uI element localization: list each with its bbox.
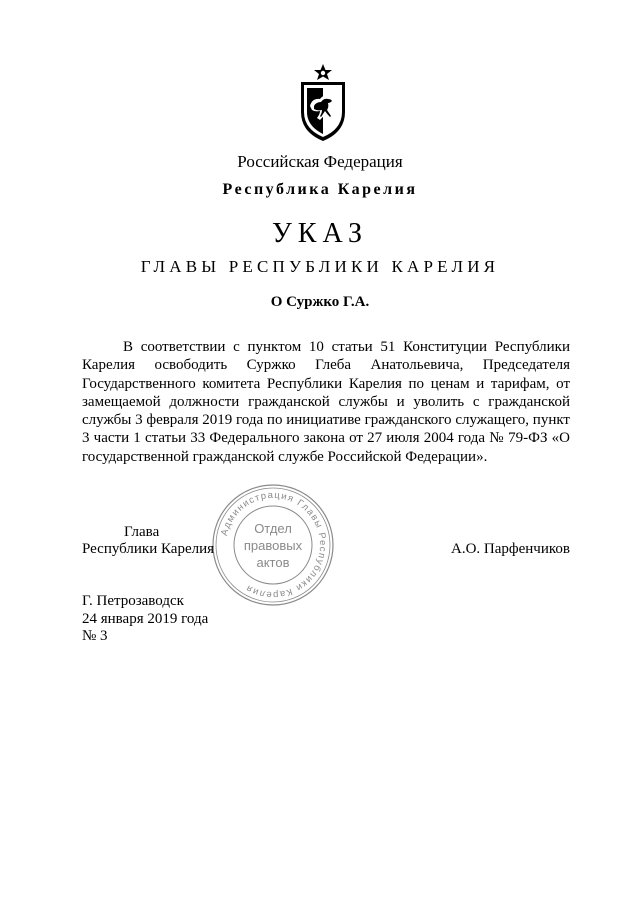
stamp-line-1: Отдел <box>254 521 292 536</box>
signatory-organization: Республики Карелия <box>82 541 215 557</box>
official-stamp <box>208 480 338 610</box>
federation-heading: Российская Федерация <box>237 152 403 171</box>
signatory-title: Глава <box>124 524 160 540</box>
karelia-coat-of-arms-icon <box>296 62 350 142</box>
stamp-line-2: правовых <box>243 538 303 553</box>
decree-footer <box>82 593 208 646</box>
decree-issuer: ГЛАВЫ РЕСПУБЛИКИ КАРЕЛИЯ <box>140 257 500 276</box>
republic-heading: Республика Карелия <box>222 181 418 198</box>
stamp-line-3: актов <box>256 555 290 570</box>
issue-city: Г. Петрозаводск <box>82 593 184 609</box>
issue-date: 24 января 2019 года <box>82 610 209 627</box>
stamp-ring-text: Администрация Главы Республики Карелия <box>218 489 329 601</box>
decree-body: В соответствии с пунктом 10 статьи 51 Конституции Республики Карелия освободить Суржко Глеба Анатольевича, Председателя Государственного комитета Республики Карелия по ценам и тарифам, от замещаемой должности гражданской службы и уволить с гражданской службы 3 февраля 2019 года по инициативе гражданского служащего, пункт 3 части 1 статьи 33 Федерального закона от 27 июля 2004 года № 79-ФЗ «О государственной гражданской службе Российской Федерации». <box>82 339 570 465</box>
signatory-name: А.О. Парфенчиков <box>451 541 570 557</box>
decree-number: № 3 <box>82 628 108 644</box>
decree-title: УКАЗ <box>271 218 369 249</box>
decree-subject: О Суржко Г.А. <box>270 294 370 310</box>
